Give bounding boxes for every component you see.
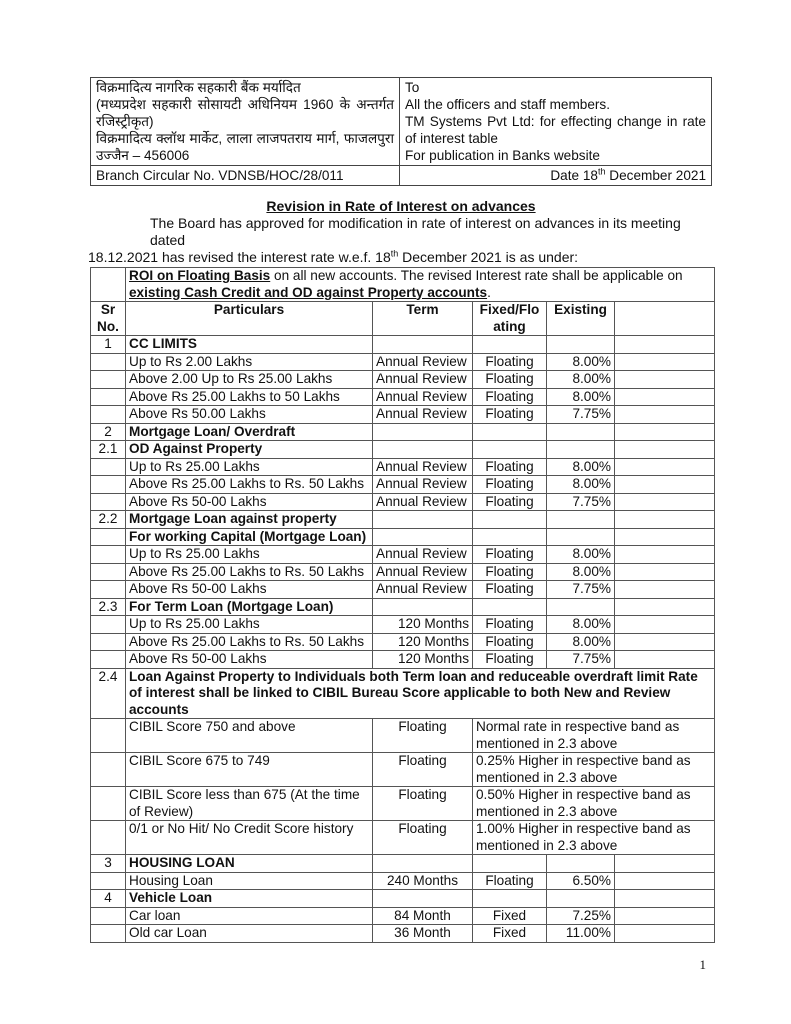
date-month-year: December 2021: [605, 168, 706, 183]
intro-line-2: [88, 249, 718, 266]
row-blank: [615, 388, 715, 406]
column-header-row: [91, 302, 715, 336]
row-sr: [91, 907, 126, 925]
table-row: [91, 336, 715, 354]
table-row: [91, 651, 715, 669]
table-row: [91, 616, 715, 634]
row-label: Above Rs 50-00 Lakhs: [126, 581, 373, 599]
row-type: Floating: [473, 872, 547, 890]
row-term: Annual Review: [373, 581, 473, 599]
row-section-label: OD Against Property: [126, 441, 373, 459]
row-sr: 3: [91, 855, 126, 873]
row-rate: 8.00%: [547, 371, 615, 389]
row-blank: [615, 406, 715, 424]
row-label: Above 2.00 Up to Rs 25.00 Lakhs: [126, 371, 373, 389]
row-cibil-rate: Normal rate in respective band as mentioned in 2.3 above: [473, 719, 715, 753]
row-section-label: Vehicle Loan: [126, 890, 373, 908]
bank-name: विक्रमादित्य नागरिक सहकारी बैंक मर्यादित: [96, 80, 301, 95]
row-term: [373, 336, 473, 354]
table-row: [91, 458, 715, 476]
row-type: Fixed: [473, 925, 547, 943]
row-sr: 2.4: [91, 668, 126, 719]
row-term: Annual Review: [373, 458, 473, 476]
row-blank: [615, 441, 715, 459]
document-title: Revision in Rate of Interest on advances: [266, 198, 536, 214]
row-sr: [91, 753, 126, 787]
row-sr: [91, 388, 126, 406]
row-cibil-label: 0/1 or No Hit/ No Credit Score history: [126, 821, 373, 855]
row-rate: 8.00%: [547, 616, 615, 634]
row-sr: 4: [91, 890, 126, 908]
row-rate: 7.75%: [547, 651, 615, 669]
row-term: [373, 528, 473, 546]
row-rate: [547, 511, 615, 529]
row-sr: [91, 821, 126, 855]
row-label: Up to Rs 25.00 Lakhs: [126, 616, 373, 634]
row-term: [373, 511, 473, 529]
table-row: [91, 423, 715, 441]
row-term: 120 Months: [373, 651, 473, 669]
table-row: [91, 855, 715, 873]
note-bold-2: existing Cash Credit and OD against Property accounts: [129, 284, 488, 300]
row-section-label: For Term Loan (Mortgage Loan): [126, 598, 373, 616]
row-type: Floating: [473, 581, 547, 599]
row-sr: [91, 458, 126, 476]
col-blank: [615, 302, 715, 336]
row-rate: [547, 423, 615, 441]
row-blank: [615, 925, 715, 943]
table-row: [91, 371, 715, 389]
intro-paragraph: [88, 215, 718, 266]
date-day: Date 18: [550, 168, 598, 183]
row-blank: [615, 890, 715, 908]
row-label: Up to Rs 25.00 Lakhs: [126, 458, 373, 476]
table-row: [91, 753, 715, 787]
row-type: [473, 528, 547, 546]
row-rate: 7.75%: [547, 581, 615, 599]
row-sr: 2.1: [91, 441, 126, 459]
row-rate: 7.75%: [547, 406, 615, 424]
note-text-1: on all new accounts. The revised Interest rate shall be applicable on: [270, 268, 683, 283]
row-sr: [91, 719, 126, 753]
recipient-website: For publication in Banks website: [405, 148, 600, 163]
table-row: [91, 511, 715, 529]
table-row: [91, 787, 715, 821]
row-section-label: Mortgage Loan/ Overdraft: [126, 423, 373, 441]
row-section-label: For working Capital (Mortgage Loan): [126, 528, 373, 546]
row-blank: [615, 907, 715, 925]
row-term: Floating: [373, 787, 473, 821]
row-label: Above Rs 25.00 Lakhs to 50 Lakhs: [126, 388, 373, 406]
row-cibil-rate: 1.00% Higher in respective band as mentioned in 2.3 above: [473, 821, 715, 855]
note-text-2: .: [487, 284, 491, 300]
row-label: Housing Loan: [126, 872, 373, 890]
row-section-label: Mortgage Loan against property: [126, 511, 373, 529]
row-sr: [91, 925, 126, 943]
table-row: [91, 476, 715, 494]
interest-rate-table: [90, 267, 715, 943]
row-blank: [615, 371, 715, 389]
table-row: [91, 546, 715, 564]
row-rate: 8.00%: [547, 633, 615, 651]
row-cibil-rate: 0.25% Higher in respective band as mentioned in 2.3 above: [473, 753, 715, 787]
recipient-officers: All the officers and staff members.: [405, 97, 611, 112]
table-row: [91, 493, 715, 511]
intro-sup: th: [390, 248, 399, 259]
row-type: Floating: [473, 616, 547, 634]
row-rate: [547, 598, 615, 616]
table-row: [91, 598, 715, 616]
row-wide-label: Loan Against Property to Individuals both Term loan and reduceable overdraft limit Rate of interest shall be linked to CIBIL Bureau Score applicable to both New and Review accounts: [126, 668, 715, 719]
row-blank: [615, 616, 715, 634]
table-row: [91, 925, 715, 943]
table-row: [91, 406, 715, 424]
row-label: Above Rs 25.00 Lakhs to Rs. 50 Lakhs: [126, 563, 373, 581]
table-row: [91, 668, 715, 719]
row-blank: [615, 353, 715, 371]
row-type: [473, 336, 547, 354]
row-blank: [615, 581, 715, 599]
row-type: Floating: [473, 476, 547, 494]
row-rate: [547, 855, 615, 873]
row-blank: [615, 476, 715, 494]
row-blank: [615, 423, 715, 441]
row-cibil-rate: 0.50% Higher in respective band as mentioned in 2.3 above: [473, 787, 715, 821]
col-particulars: Particulars: [126, 302, 373, 336]
row-term: Annual Review: [373, 546, 473, 564]
row-cibil-label: CIBIL Score less than 675 (At the time of Review): [126, 787, 373, 821]
row-cibil-label: CIBIL Score 675 to 749: [126, 753, 373, 787]
col-type: Fixed/Floating: [473, 302, 547, 336]
row-term: Floating: [373, 753, 473, 787]
date-sup: th: [597, 166, 606, 177]
row-blank: [615, 633, 715, 651]
note-empty-cell: [91, 268, 126, 302]
row-blank: [615, 336, 715, 354]
row-label: Up to Rs 25.00 Lakhs: [126, 546, 373, 564]
recipient-to: To: [405, 80, 420, 95]
bank-address-line: विक्रमादित्य क्लॉथ मार्केट, लाला लाजपतराय मार्ग, फाजलपुरा उज्जैन – 456006: [96, 131, 394, 163]
row-rate: [547, 528, 615, 546]
row-type: Fixed: [473, 907, 547, 925]
row-sr: [91, 616, 126, 634]
row-sr: 2: [91, 423, 126, 441]
row-sr: [91, 353, 126, 371]
table-row: [91, 821, 715, 855]
bank-registration: (मध्यप्रदेश सहकारी सोसायटी अधिनियम 1960 के अन्तर्गत रजिस्ट्रीकृत): [96, 97, 394, 129]
row-type: [473, 855, 547, 873]
row-term: Annual Review: [373, 353, 473, 371]
row-label: Old car Loan: [126, 925, 373, 943]
row-blank: [615, 651, 715, 669]
row-blank: [615, 546, 715, 564]
row-blank: [615, 872, 715, 890]
row-rate: 8.00%: [547, 563, 615, 581]
row-type: Floating: [473, 458, 547, 476]
row-type: [473, 598, 547, 616]
row-rate: 8.00%: [547, 476, 615, 494]
row-term: 84 Month: [373, 907, 473, 925]
row-label: Above Rs 25.00 Lakhs to Rs. 50 Lakhs: [126, 633, 373, 651]
table-row: [91, 872, 715, 890]
row-blank: [615, 458, 715, 476]
row-sr: [91, 787, 126, 821]
row-rate: 11.00%: [547, 925, 615, 943]
row-term: [373, 423, 473, 441]
row-label: Car loan: [126, 907, 373, 925]
row-sr: [91, 493, 126, 511]
recipient-tm-systems: TM Systems Pvt Ltd: for effecting change in rate of interest table: [405, 114, 706, 146]
row-rate: 7.25%: [547, 907, 615, 925]
row-blank: [615, 855, 715, 873]
intro-line-1: The Board has approved for modification in rate of interest on advances in its meeting dated: [150, 215, 681, 248]
row-type: [473, 441, 547, 459]
row-type: Floating: [473, 493, 547, 511]
row-section-label: CC LIMITS: [126, 336, 373, 354]
col-sr: Sr No.: [91, 302, 126, 336]
row-type: Floating: [473, 353, 547, 371]
table-row: [91, 581, 715, 599]
row-rate: 7.75%: [547, 493, 615, 511]
row-type: Floating: [473, 633, 547, 651]
row-term: Annual Review: [373, 476, 473, 494]
table-row: [91, 353, 715, 371]
note-row: [91, 268, 715, 302]
row-type: Floating: [473, 406, 547, 424]
row-label: Above Rs 50.00 Lakhs: [126, 406, 373, 424]
row-cibil-label: CIBIL Score 750 and above: [126, 719, 373, 753]
row-sr: [91, 563, 126, 581]
circular-number: Branch Circular No. VDNSB/HOC/28/011: [91, 166, 400, 186]
row-term: [373, 598, 473, 616]
row-term: 120 Months: [373, 616, 473, 634]
circular-header: [90, 77, 712, 186]
row-sr: [91, 546, 126, 564]
row-rate: 8.00%: [547, 546, 615, 564]
row-sr: [91, 651, 126, 669]
row-sr: [91, 581, 126, 599]
row-rate: [547, 441, 615, 459]
table-row: [91, 907, 715, 925]
note-text: [126, 268, 715, 302]
row-rate: [547, 890, 615, 908]
row-blank: [615, 511, 715, 529]
row-term: 240 Months: [373, 872, 473, 890]
recipients: [400, 78, 712, 166]
row-label: Above Rs 50-00 Lakhs: [126, 651, 373, 669]
row-type: Floating: [473, 651, 547, 669]
row-term: Floating: [373, 821, 473, 855]
row-rate: 6.50%: [547, 872, 615, 890]
row-rate: 8.00%: [547, 388, 615, 406]
row-type: Floating: [473, 371, 547, 389]
row-term: Annual Review: [373, 406, 473, 424]
bank-address: [91, 78, 400, 166]
row-section-label: HOUSING LOAN: [126, 855, 373, 873]
intro-line-2-prefix: 18.12.2021 has revised the interest rate w.e.f. 18: [88, 249, 391, 265]
row-type: Floating: [473, 546, 547, 564]
row-blank: [615, 493, 715, 511]
row-term: 36 Month: [373, 925, 473, 943]
page-number: 1: [699, 956, 706, 972]
table-row: [91, 441, 715, 459]
table-row: [91, 890, 715, 908]
row-rate: 8.00%: [547, 353, 615, 371]
row-blank: [615, 528, 715, 546]
row-type: [473, 890, 547, 908]
table-row: [91, 563, 715, 581]
row-term: Annual Review: [373, 563, 473, 581]
row-type: Floating: [473, 563, 547, 581]
row-type: [473, 423, 547, 441]
intro-line-2-suffix: December 2021 is as under:: [398, 249, 579, 265]
table-row: [91, 719, 715, 753]
row-term: [373, 855, 473, 873]
row-label: Up to Rs 2.00 Lakhs: [126, 353, 373, 371]
table-row: [91, 528, 715, 546]
row-rate: 8.00%: [547, 458, 615, 476]
row-sr: 2.3: [91, 598, 126, 616]
row-sr: [91, 476, 126, 494]
row-term: 120 Months: [373, 633, 473, 651]
row-sr: 1: [91, 336, 126, 354]
row-term: [373, 441, 473, 459]
row-type: Floating: [473, 388, 547, 406]
col-term: Term: [373, 302, 473, 336]
row-sr: [91, 371, 126, 389]
row-term: Annual Review: [373, 493, 473, 511]
row-blank: [615, 598, 715, 616]
row-term: [373, 890, 473, 908]
row-term: Floating: [373, 719, 473, 753]
row-sr: [91, 406, 126, 424]
col-existing: Existing: [547, 302, 615, 336]
row-blank: [615, 563, 715, 581]
row-sr: 2.2: [91, 511, 126, 529]
row-term: Annual Review: [373, 371, 473, 389]
table-row: [91, 633, 715, 651]
table-row: [91, 388, 715, 406]
row-label: Above Rs 25.00 Lakhs to Rs. 50 Lakhs: [126, 476, 373, 494]
row-term: Annual Review: [373, 388, 473, 406]
row-sr: [91, 633, 126, 651]
note-bold-1: ROI on Floating Basis: [129, 268, 271, 283]
circular-date: [400, 166, 712, 186]
row-sr: [91, 872, 126, 890]
row-sr: [91, 528, 126, 546]
row-rate: [547, 336, 615, 354]
row-type: [473, 511, 547, 529]
row-label: Above Rs 50-00 Lakhs: [126, 493, 373, 511]
